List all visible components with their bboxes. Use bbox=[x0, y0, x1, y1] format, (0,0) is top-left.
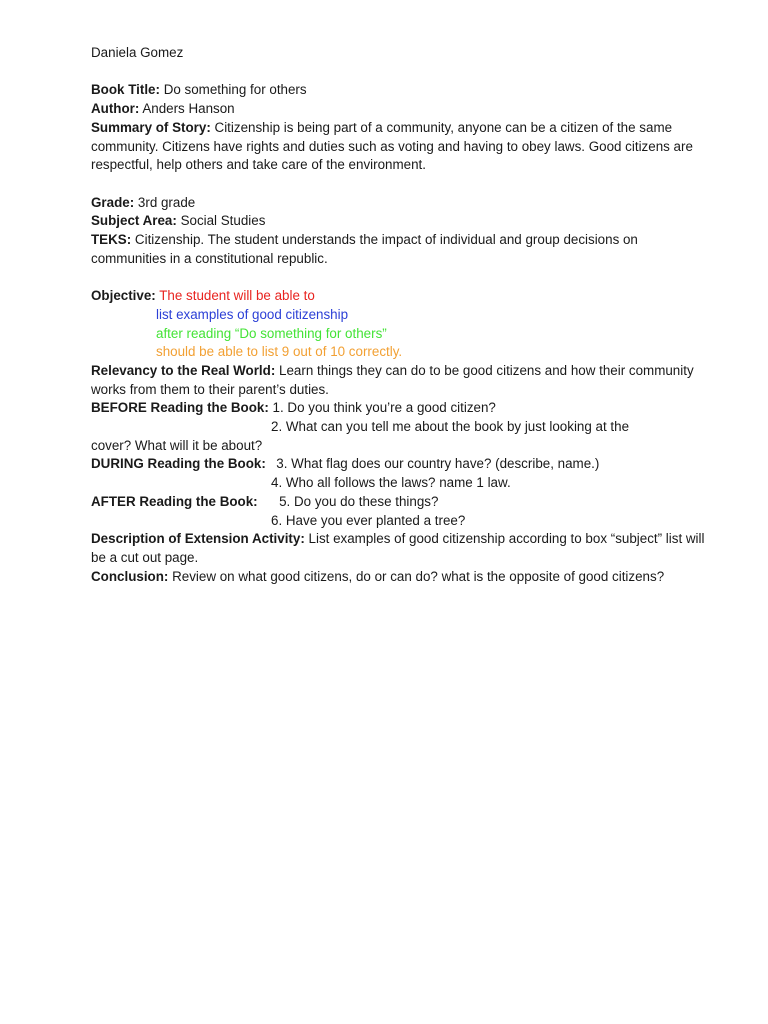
after-question-5: 5. Do you do these things? bbox=[279, 493, 439, 509]
book-title-value: Do something for others bbox=[163, 82, 307, 98]
subject-row bbox=[91, 212, 708, 231]
summary-value: Citizenship is being part of a community, anyone can be a citizen of the same community. Citizens have rights and duties such as voting and having to obey laws. Good citizens are respectful, help others and take care of the environment. bbox=[91, 119, 693, 173]
conclusion-value: Review on what good citizens, do or can do? what is the opposite of good citizens? bbox=[172, 568, 665, 584]
subject-label: Subject Area: bbox=[91, 213, 177, 229]
teks-label: TEKS: bbox=[91, 232, 132, 247]
after-question-6: 6. Have you ever planted a tree? bbox=[271, 512, 466, 528]
book-title-label: Book Title: bbox=[91, 82, 160, 98]
before-question-2-line-2: cover? What will it be about? bbox=[91, 437, 263, 453]
extension-label: Description of Extension Activity: bbox=[91, 531, 305, 547]
author-label: Author: bbox=[91, 101, 140, 117]
conclusion-label: Conclusion: bbox=[91, 568, 169, 584]
before-question-1: 1. Do you think you’re a good citizen? bbox=[272, 400, 496, 416]
spacer bbox=[91, 63, 708, 82]
grade-label: Grade: bbox=[91, 194, 135, 210]
after-label: AFTER Reading the Book: bbox=[91, 493, 258, 509]
during-question-4: 4. Who all follows the laws? name 1 law. bbox=[271, 475, 511, 491]
objective-part-3: after reading “Do something for others” bbox=[156, 325, 387, 341]
subject-value: Social Studies bbox=[180, 213, 266, 229]
conclusion-row bbox=[91, 568, 708, 587]
during-label: DURING Reading the Book: bbox=[91, 456, 266, 472]
student-name: Daniela Gomez bbox=[91, 45, 184, 60]
extension-row bbox=[91, 530, 708, 567]
before-row bbox=[91, 399, 708, 418]
objective-line-3 bbox=[91, 325, 708, 344]
author-row bbox=[91, 100, 708, 119]
objective-part-2: list examples of good citizenship bbox=[156, 306, 349, 322]
book-title-row bbox=[91, 81, 708, 100]
objective-line-4 bbox=[91, 343, 708, 362]
relevancy-label: Relevancy to the Real World: bbox=[91, 362, 276, 378]
during-row bbox=[91, 455, 708, 474]
after-row bbox=[91, 493, 708, 512]
objective-line-2 bbox=[91, 306, 708, 325]
spacer bbox=[91, 268, 708, 287]
during-question-3: 3. What flag does our country have? (describe, name.) bbox=[276, 456, 600, 472]
summary-label: Summary of Story: bbox=[91, 119, 211, 135]
objective-row bbox=[91, 287, 708, 306]
summary-row bbox=[91, 119, 708, 175]
author-value: Anders Hanson bbox=[142, 101, 235, 117]
extension-value: List examples of good citizenship according to box “subject” list will be a cut out page. bbox=[91, 531, 705, 565]
teks-row bbox=[91, 231, 708, 268]
objective-part-1: The student will be able to bbox=[159, 288, 315, 304]
relevancy-value: Learn things they can do to be good citizens and how their community works from them to their parent’s duties. bbox=[91, 362, 694, 397]
before-question-2-line-1: 2. What can you tell me about the book by just looking at the bbox=[271, 419, 630, 435]
teks-value: Citizenship. The student understands the impact of individual and group decisions on communities in a constitutional republic. bbox=[91, 232, 638, 266]
objective-label: Objective: bbox=[91, 288, 156, 304]
objective-part-4: should be able to list 9 out of 10 correctly. bbox=[156, 344, 403, 360]
relevancy-row bbox=[91, 362, 708, 399]
before-label: BEFORE Reading the Book: bbox=[91, 400, 269, 416]
spacer bbox=[91, 175, 708, 194]
grade-value: 3rd grade bbox=[137, 194, 196, 210]
grade-row bbox=[91, 194, 708, 213]
